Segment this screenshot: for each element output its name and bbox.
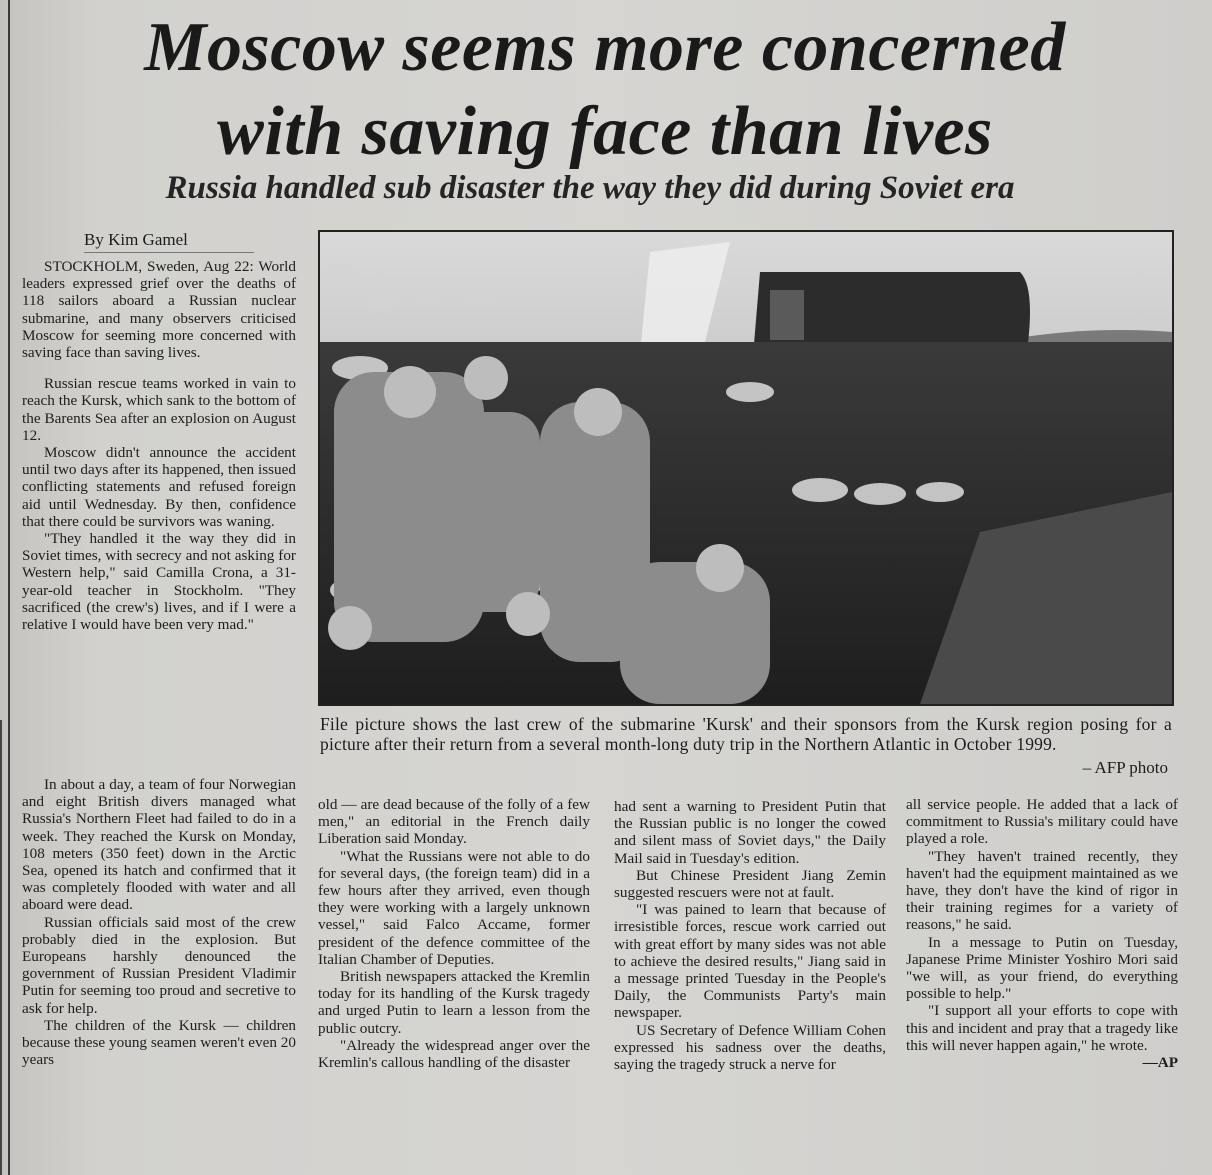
photo-illustration [320,232,1172,704]
photo-caption: File picture shows the last crew of the submarine 'Kursk' and their sponsors from the Kursk region posing for a picture after their return from a several month-long duty trip in the Northern Atlantic in October 1999. [320,714,1172,754]
paragraph: In a message to Putin on Tuesday, Japanese Prime Minister Yoshiro Mori said "we will, as your friend, do everything possible to help." [906,933,1178,1003]
paragraph: Russian rescue teams worked in vain to reach the Kursk, which sank to the bottom of the Barents Sea after an explosion on August 12. [22,375,296,444]
paragraph: "They handled it the way they did in Soviet times, with secrecy and not asking for Western help," said Camilla Crona, a 31-year-old teacher in Stockholm. "They sacrificed (the crew's) lives, and if I were a relative I would have been very mad." [22,530,296,634]
kursk-crew-photo [318,230,1174,706]
headline-line-1: Moscow seems more concerned [144,9,1066,86]
headline-line-2: with saving face than lives [217,93,993,170]
paragraph: US Secretary of Defence William Cohen expressed his sadness over the deaths, saying the tragedy struck a nerve for [614,1021,886,1074]
column-3 [614,798,886,1073]
column-1-top [22,258,296,633]
paragraph: Moscow didn't announce the accident until two days after its happened, then issued conflicting statements and refused foreign aid until Wednesday. By then, confidence that there could be survivors was waning. [22,444,296,530]
paragraph: old — are dead because of the folly of a few men," an editorial in the French daily Liberation said Monday. [318,796,590,848]
signoff: —AP [1142,1054,1178,1072]
paragraph: But Chinese President Jiang Zemin suggested rescuers were not at fault. [614,866,886,902]
paragraph: The children of the Kursk — children because these young seamen weren't even 20 years [22,1016,296,1069]
headline [20,6,1190,174]
byline-rule [84,252,254,253]
subheadline: Russia handled sub disaster the way they did during Soviet era [165,170,1015,206]
column-2 [318,796,590,1071]
paragraph: In about a day, a team of four Norwegian and eight British divers managed what Russia's Northern Fleet had failed to do in a week. They reached the Kursk on Monday, 108 meters (350 feet) down in the Arctic Sea, opened its hatch and confirmed that it was completely flooded with water and all aboard were dead. [22,776,296,914]
column-4 [906,796,1178,1071]
left-column-rule [8,0,10,1175]
paragraph: British newspapers attacked the Kremlin today for its handling of the Kursk tragedy and urged Putin to learn a lesson from the public outcry. [318,968,590,1037]
paragraph: STOCKHOLM, Sweden, Aug 22: World leaders expressed grief over the deaths of 118 sailors aboard a Russian nuclear submarine, and many observers criticised Moscow for seeming more concerned with saving face than saving lives. [22,258,296,362]
paragraph: "They haven't trained recently, they haven't had the equipment maintained as we have, they don't have the kind of rigor in their training regimes for a variety of reasons," he said. [906,847,1178,934]
left-margin-bracket [0,720,8,1175]
paragraph: "Already the widespread anger over the Kremlin's callous handling of the disaster [318,1036,590,1072]
paragraph: "What the Russians were not able to do for several days, (the foreign team) did in a few hours after they arrived, even though they were working with a largely unknown vessel," said Falco Accame, former president of the defence committee of the Italian Chamber of Deputies. [318,847,590,968]
byline: By Kim Gamel [84,230,188,249]
paragraph: had sent a warning to President Putin that the Russian public is no longer the cowed and silent mass of Soviet days," the Daily Mail said in Tuesday's edition. [614,798,886,867]
column-1-bottom [22,776,296,1068]
paragraph: Russian officials said most of the crew probably died in the explosion. But Europeans harshly denounced the government of Russian President Vladimir Putin for seeming too proud and secretive to ask for help. [22,913,296,1017]
paragraph: all service people. He added that a lack of commitment to Russia's military could have played a role. [906,796,1178,848]
paragraph: "I was pained to learn that because of irresistible forces, rescue work carried out with great effort by many sides was not able to achieve the desired results," Jiang said in a message printed Tuesday in the People's Daily, the Communists Party's main newspaper. [614,901,886,1022]
paragraph: "I support all your efforts to cope with this and incident and pray that a tragedy like this will never happen again," he wrote. [906,1002,1178,1054]
photo-credit: – AFP photo [1082,758,1168,777]
